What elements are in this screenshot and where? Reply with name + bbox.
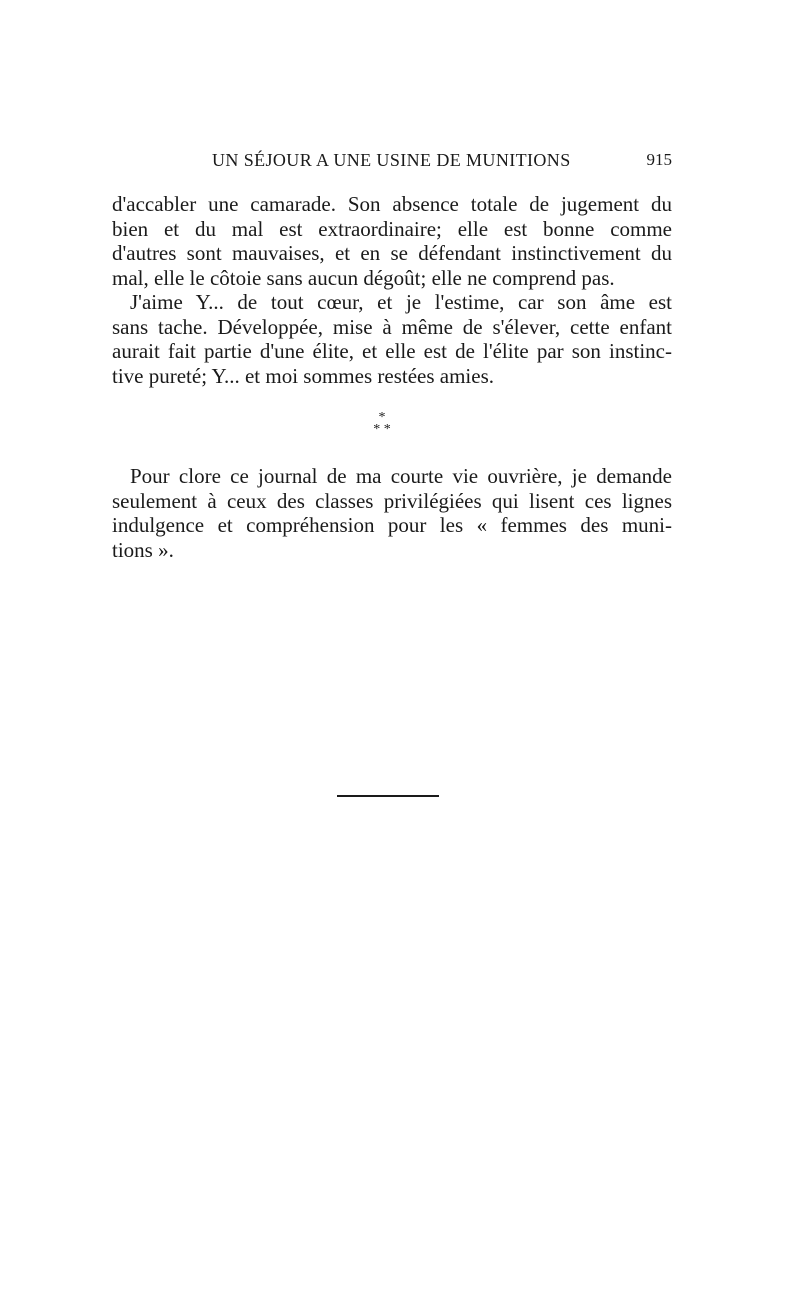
text-line: tions ». xyxy=(112,537,174,562)
section-separator xyxy=(362,412,402,446)
text-line: mal, elle le côtoie sans aucun dégoût; elle ne comprend pas. xyxy=(112,265,615,290)
text-line: d'autres sont mauvaises, et en se défendant instinctivement du xyxy=(112,241,672,265)
page-number: 915 xyxy=(646,150,672,169)
text-line: aurait fait partie d'une élite, et elle est de l'élite par son instinc- xyxy=(112,339,672,363)
end-rule xyxy=(337,795,439,797)
text-line: bien et du mal est extraordinaire; elle est bonne comme xyxy=(112,216,672,241)
text-line: indulgence et compréhension pour les « femmes des muni- xyxy=(112,513,672,537)
text-line: seulement à ceux des classes privilégiées qui lisent ces lignes xyxy=(112,488,672,513)
text-line: tive pureté; Y... et moi sommes restées amies. xyxy=(112,363,494,388)
running-head xyxy=(112,150,672,180)
text-line: Pour clore ce journal de ma courte vie ouvrière, je demande xyxy=(130,464,672,488)
running-title: UN SÉJOUR A UNE USINE DE MUNITIONS xyxy=(212,150,571,170)
asterisk-bottom: * * xyxy=(373,422,391,437)
text-line: d'accabler une camarade. Son absence totale de jugement du xyxy=(112,192,672,216)
asterisk-top: * xyxy=(378,410,386,425)
text-line: sans tache. Développée, mise à même de s'élever, cette enfant xyxy=(112,314,672,339)
closing-paragraph xyxy=(112,464,672,562)
text-line: J'aime Y... de tout cœur, et je l'estime, car son âme est xyxy=(130,290,672,314)
paragraph-group xyxy=(112,192,672,388)
